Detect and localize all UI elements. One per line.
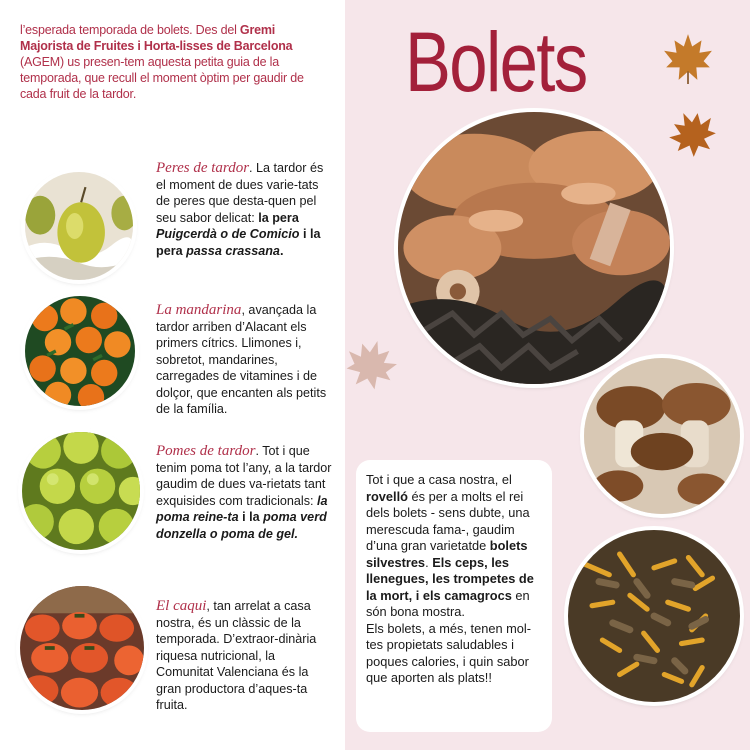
intro-line: l’esperada temporada de bolets. Des del xyxy=(20,23,240,37)
page-title: Bolets xyxy=(405,15,587,109)
fruit-title: El caqui xyxy=(156,598,207,614)
maple-leaf-icon xyxy=(662,30,714,86)
chanterelles-photo xyxy=(568,530,740,702)
card-text: és per a molts el rei dels bolets - sens dubte, una merescuda fama-, gaudim d’una gran varietatde xyxy=(366,488,530,553)
maple-leaf-icon xyxy=(344,338,398,392)
fruit-highlight: Puigcerdà o de Comicio xyxy=(156,227,300,241)
fruit-highlight: la poma reine-ta xyxy=(156,493,328,524)
fruit-title: Pomes de tardor xyxy=(156,443,256,459)
intro-text xyxy=(20,22,320,102)
persimmons-photo xyxy=(20,586,144,710)
card-text: . xyxy=(425,554,433,570)
intro-org: Gremi Majorista de Fruites i Horta-lisses de Barcelona xyxy=(20,23,293,53)
fruit-highlight: i la xyxy=(238,510,264,524)
mandarins-photo xyxy=(25,296,135,406)
fruit-highlight: la pera xyxy=(258,210,299,225)
apples-photo xyxy=(22,432,140,550)
maple-leaf-icon xyxy=(668,108,718,160)
card-highlight: rovelló xyxy=(366,488,408,504)
fruit-highlight: poma verd donzella o poma de gel. xyxy=(156,510,327,541)
mushrooms-main-photo xyxy=(398,112,670,384)
card-text: en són bona mostra. xyxy=(366,587,530,619)
apples-text xyxy=(156,443,332,542)
mushrooms-text-card xyxy=(356,460,552,732)
card-text: Els bolets, a més, tenen mol-tes propietats saludables i poques calories, i quin sabor que aporten als plats!! xyxy=(366,620,532,685)
pears-photo xyxy=(25,172,133,280)
card-highlight: Els ceps, les llenegues, les trompetes de la mort, i els camagrocs xyxy=(366,554,534,603)
intro-line: (AGEM) us presen-tem aquesta petita guia de la temporada, que recull el moment òptim per gaudir de cada fruit de la tardor. xyxy=(20,55,304,101)
card-text: Tot i que a casa nostra, el xyxy=(366,472,512,487)
mandarin-text xyxy=(156,302,332,418)
pears-text xyxy=(156,160,332,259)
ceps-photo xyxy=(584,358,740,514)
fruit-highlight: . xyxy=(279,243,284,258)
card-highlight: bolets silvestres xyxy=(366,538,528,570)
fruit-highlight: passa crassana xyxy=(186,243,280,258)
fruit-desc: . La tardor és el moment de dues varie-tats de peres que desta-quen pel seu sabor delicat: xyxy=(156,161,324,225)
fruit-desc: , avançada la tardor arriben d’Alacant els primers cítrics. Llimones i, sobretot, mandarines, carregades de vitamines i de dolçor, que encanten als petits de la família. xyxy=(156,303,327,416)
persimmon-text xyxy=(156,598,334,714)
fruit-desc: , tan arrelat a casa nostra, és un clàssic de la temporada. D’extraor-dinària riquesa nutricional, la Comunitat Valenciana és la gran productora d’aques-ta fruita. xyxy=(156,599,317,712)
fruit-title: La mandarina xyxy=(156,302,242,318)
fruit-title: Peres de tardor xyxy=(156,160,250,176)
fruit-desc: . Tot i que tenim poma tot l’any, a la tardor gaudim de dues va-rietats tant exquisides com tradicionals: xyxy=(156,444,332,508)
fruit-highlight: i la pera xyxy=(156,227,321,258)
